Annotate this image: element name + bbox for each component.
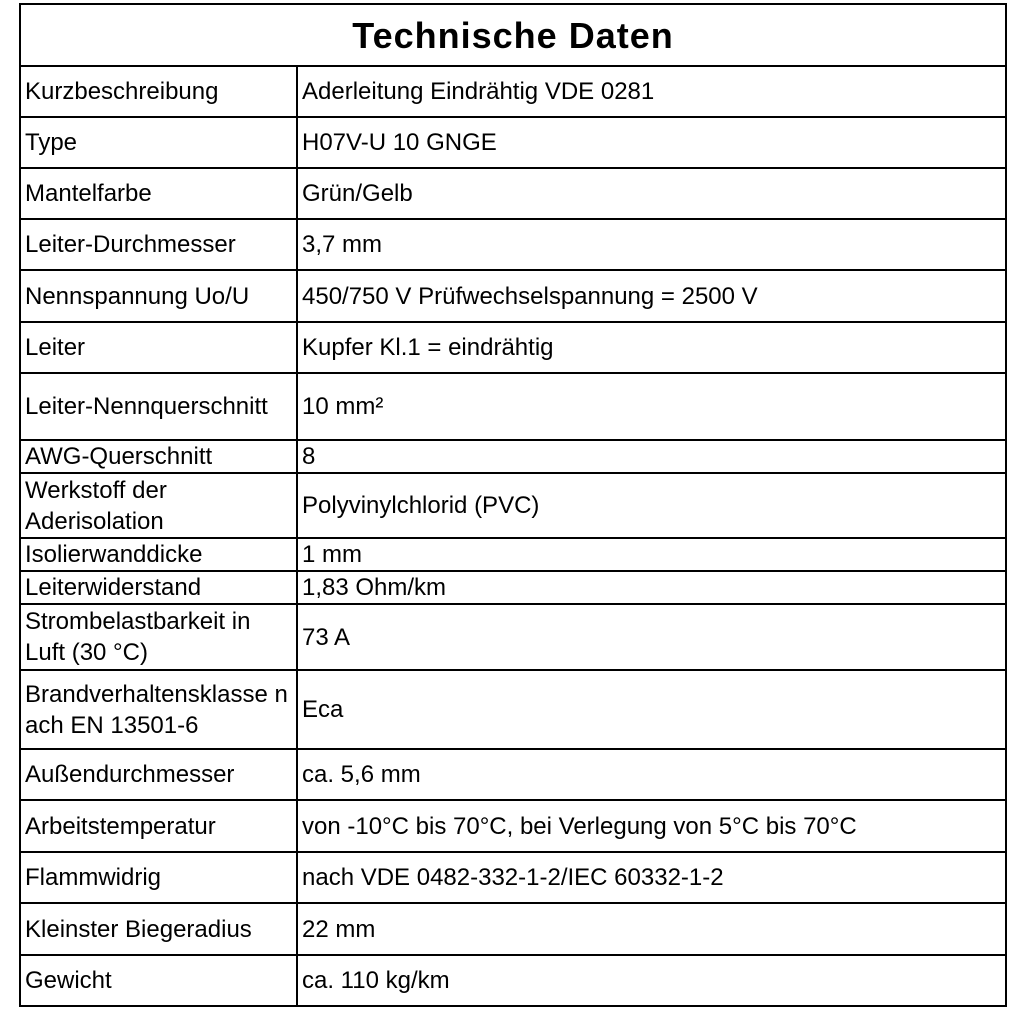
table-row (20, 571, 1006, 604)
row-value: ca. 110 kg/km (297, 955, 1006, 1006)
table-row (20, 322, 1006, 373)
row-value: Kupfer Kl.1 = eindrähtig (297, 322, 1006, 373)
table-row (20, 800, 1006, 852)
row-label: Werkstoff der Aderisolation (20, 473, 297, 538)
row-label: Kurzbeschreibung (20, 66, 297, 117)
spec-body (20, 66, 1006, 1006)
table-row (20, 270, 1006, 322)
row-label: AWG-Querschnitt (20, 440, 297, 473)
table-row (20, 903, 1006, 955)
row-label: Leiter (20, 322, 297, 373)
row-label: Mantelfarbe (20, 168, 297, 219)
row-value: Eca (297, 670, 1006, 749)
row-value: Aderleitung Eindrähtig VDE 0281 (297, 66, 1006, 117)
table-row (20, 749, 1006, 800)
row-value: 1,83 Ohm/km (297, 571, 1006, 604)
row-label: Leiter-Nennquerschnitt (20, 373, 297, 440)
table-row (20, 852, 1006, 903)
row-value: von -10°C bis 70°C, bei Verlegung von 5°C bis 70°C (297, 800, 1006, 852)
table-row (20, 538, 1006, 571)
table-row (20, 440, 1006, 473)
row-value: 1 mm (297, 538, 1006, 571)
table-row (20, 219, 1006, 270)
row-value: Polyvinylchlorid (PVC) (297, 473, 1006, 538)
row-label: Flammwidrig (20, 852, 297, 903)
spec-table (19, 3, 1007, 1007)
row-value: 73 A (297, 604, 1006, 670)
row-label: Außendurchmesser (20, 749, 297, 800)
row-value: 22 mm (297, 903, 1006, 955)
row-label: Gewicht (20, 955, 297, 1006)
row-label: Leiterwiderstand (20, 571, 297, 604)
row-label: Brandverhaltensklasse nach EN 13501-6 (20, 670, 297, 749)
row-label: Strombelastbarkeit in Luft (30 °C) (20, 604, 297, 670)
table-row (20, 117, 1006, 168)
row-label: Arbeitstemperatur (20, 800, 297, 852)
table-row (20, 955, 1006, 1006)
table-row (20, 66, 1006, 117)
title-row (20, 4, 1006, 66)
row-label: Isolierwanddicke (20, 538, 297, 571)
row-label: Leiter-Durchmesser (20, 219, 297, 270)
table-row (20, 473, 1006, 538)
table-row (20, 373, 1006, 440)
table-row (20, 670, 1006, 749)
table-row (20, 168, 1006, 219)
table-row (20, 604, 1006, 670)
row-label: Nennspannung Uo/U (20, 270, 297, 322)
row-label: Type (20, 117, 297, 168)
table-title: Technische Daten (20, 4, 1006, 66)
row-value: ca. 5,6 mm (297, 749, 1006, 800)
row-value: 8 (297, 440, 1006, 473)
row-value: nach VDE 0482-332-1-2/IEC 60332-1-2 (297, 852, 1006, 903)
row-value: 450/750 V Prüfwechselspannung = 2500 V (297, 270, 1006, 322)
row-label: Kleinster Biegeradius (20, 903, 297, 955)
row-value: 3,7 mm (297, 219, 1006, 270)
row-value: H07V-U 10 GNGE (297, 117, 1006, 168)
row-value: Grün/Gelb (297, 168, 1006, 219)
row-value: 10 mm² (297, 373, 1006, 440)
